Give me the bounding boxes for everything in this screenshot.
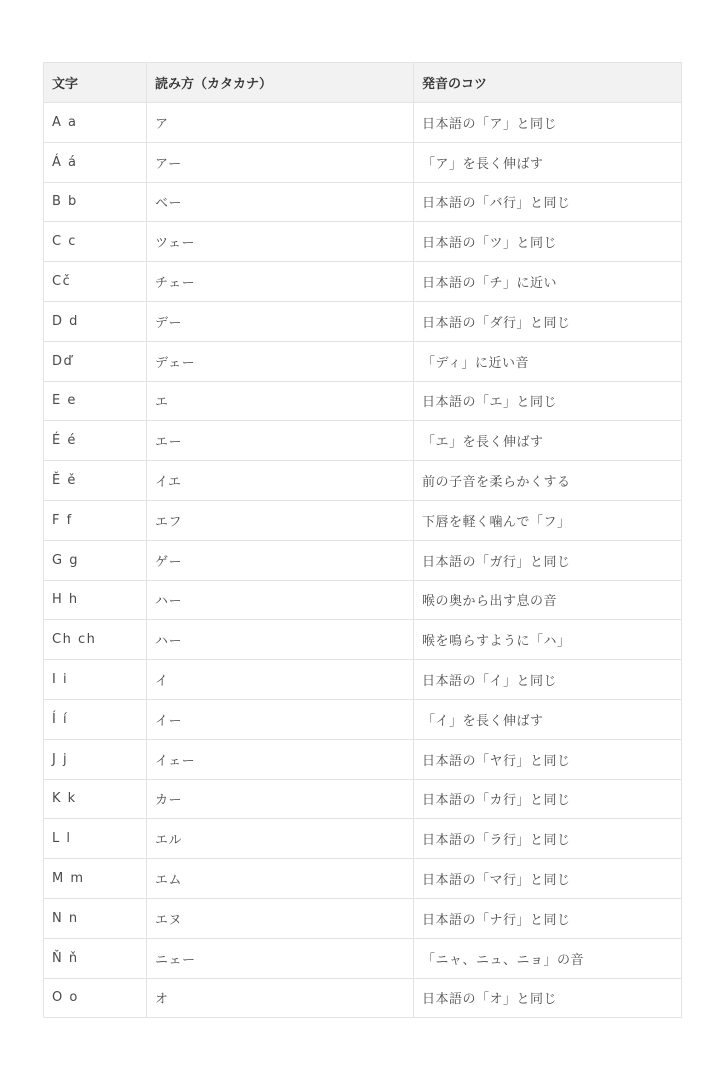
table-row [44, 461, 682, 501]
cell-reading: アー [147, 142, 414, 182]
cell-reading: イェー [147, 739, 414, 779]
table-row [44, 222, 682, 262]
cell-letter: Á á [44, 142, 147, 182]
cell-tip: 日本語の「ダ行」と同じ [414, 301, 682, 341]
table-row [44, 142, 682, 182]
cell-letter: Dď [44, 341, 147, 381]
cell-letter: Ch ch [44, 620, 147, 660]
cell-reading: デー [147, 301, 414, 341]
cell-letter: N n [44, 898, 147, 938]
cell-tip: 日本語の「ア」と同じ [414, 103, 682, 143]
cell-letter: A a [44, 103, 147, 143]
table-row [44, 978, 682, 1018]
table-row [44, 859, 682, 899]
table-row [44, 938, 682, 978]
table-row [44, 262, 682, 302]
table-row [44, 540, 682, 580]
cell-letter: L l [44, 819, 147, 859]
cell-reading: イ [147, 660, 414, 700]
table-header [44, 63, 682, 103]
cell-tip: 日本語の「ガ行」と同じ [414, 540, 682, 580]
header-reading: 読み方（カタカナ） [147, 63, 414, 103]
cell-tip: 「ア」を長く伸ばす [414, 142, 682, 182]
cell-letter: O o [44, 978, 147, 1018]
cell-reading: ツェー [147, 222, 414, 262]
cell-tip: 「イ」を長く伸ばす [414, 699, 682, 739]
table-row [44, 103, 682, 143]
cell-letter: É é [44, 421, 147, 461]
cell-reading: イエ [147, 461, 414, 501]
cell-letter: E e [44, 381, 147, 421]
cell-reading: ベー [147, 182, 414, 222]
cell-letter: K k [44, 779, 147, 819]
table-row [44, 341, 682, 381]
cell-reading: デェー [147, 341, 414, 381]
czech-alphabet-table [43, 62, 682, 1018]
cell-reading: ア [147, 103, 414, 143]
cell-letter: Í í [44, 699, 147, 739]
table-row [44, 421, 682, 461]
cell-tip: 日本語の「イ」と同じ [414, 660, 682, 700]
table-row [44, 898, 682, 938]
cell-tip: 日本語の「ツ」と同じ [414, 222, 682, 262]
cell-reading: エ [147, 381, 414, 421]
table-row [44, 580, 682, 620]
table-row [44, 620, 682, 660]
cell-letter: I i [44, 660, 147, 700]
cell-tip: 喉を鳴らすように「ハ」 [414, 620, 682, 660]
table-row [44, 779, 682, 819]
cell-tip: 「ニャ、ニュ、ニョ」の音 [414, 938, 682, 978]
cell-tip: 喉の奥から出す息の音 [414, 580, 682, 620]
cell-letter: C c [44, 222, 147, 262]
header-letter: 文字 [44, 63, 147, 103]
cell-reading: カー [147, 779, 414, 819]
cell-tip: 日本語の「ラ行」と同じ [414, 819, 682, 859]
cell-reading: エフ [147, 500, 414, 540]
cell-reading: ゲー [147, 540, 414, 580]
cell-tip: 日本語の「チ」に近い [414, 262, 682, 302]
table-row [44, 500, 682, 540]
cell-reading: イー [147, 699, 414, 739]
alphabet-table-container [43, 62, 681, 1018]
table-row [44, 819, 682, 859]
cell-tip: 日本語の「ナ行」と同じ [414, 898, 682, 938]
table-row [44, 739, 682, 779]
cell-reading: チェー [147, 262, 414, 302]
cell-reading: エム [147, 859, 414, 899]
cell-tip: 下唇を軽く噛んで「フ」 [414, 500, 682, 540]
table-row [44, 301, 682, 341]
table-row [44, 660, 682, 700]
table-row [44, 182, 682, 222]
cell-tip: 日本語の「カ行」と同じ [414, 779, 682, 819]
cell-reading: オ [147, 978, 414, 1018]
cell-tip: 「ディ」に近い音 [414, 341, 682, 381]
cell-letter: H h [44, 580, 147, 620]
table-row [44, 699, 682, 739]
cell-letter: J j [44, 739, 147, 779]
cell-letter: G g [44, 540, 147, 580]
cell-tip: 日本語の「オ」と同じ [414, 978, 682, 1018]
cell-letter: Ň ň [44, 938, 147, 978]
cell-letter: Cč [44, 262, 147, 302]
cell-reading: ハー [147, 580, 414, 620]
cell-letter: B b [44, 182, 147, 222]
cell-letter: M m [44, 859, 147, 899]
table-row [44, 381, 682, 421]
table-body [44, 103, 682, 1018]
cell-tip: 日本語の「バ行」と同じ [414, 182, 682, 222]
cell-letter: D d [44, 301, 147, 341]
cell-reading: エヌ [147, 898, 414, 938]
cell-tip: 日本語の「ヤ行」と同じ [414, 739, 682, 779]
cell-tip: 日本語の「マ行」と同じ [414, 859, 682, 899]
cell-reading: ニェー [147, 938, 414, 978]
cell-reading: ハー [147, 620, 414, 660]
cell-tip: 日本語の「エ」と同じ [414, 381, 682, 421]
header-row [44, 63, 682, 103]
cell-tip: 前の子音を柔らかくする [414, 461, 682, 501]
cell-letter: F f [44, 500, 147, 540]
cell-tip: 「エ」を長く伸ばす [414, 421, 682, 461]
cell-reading: エー [147, 421, 414, 461]
cell-reading: エル [147, 819, 414, 859]
cell-letter: Ě ě [44, 461, 147, 501]
header-tips: 発音のコツ [414, 63, 682, 103]
